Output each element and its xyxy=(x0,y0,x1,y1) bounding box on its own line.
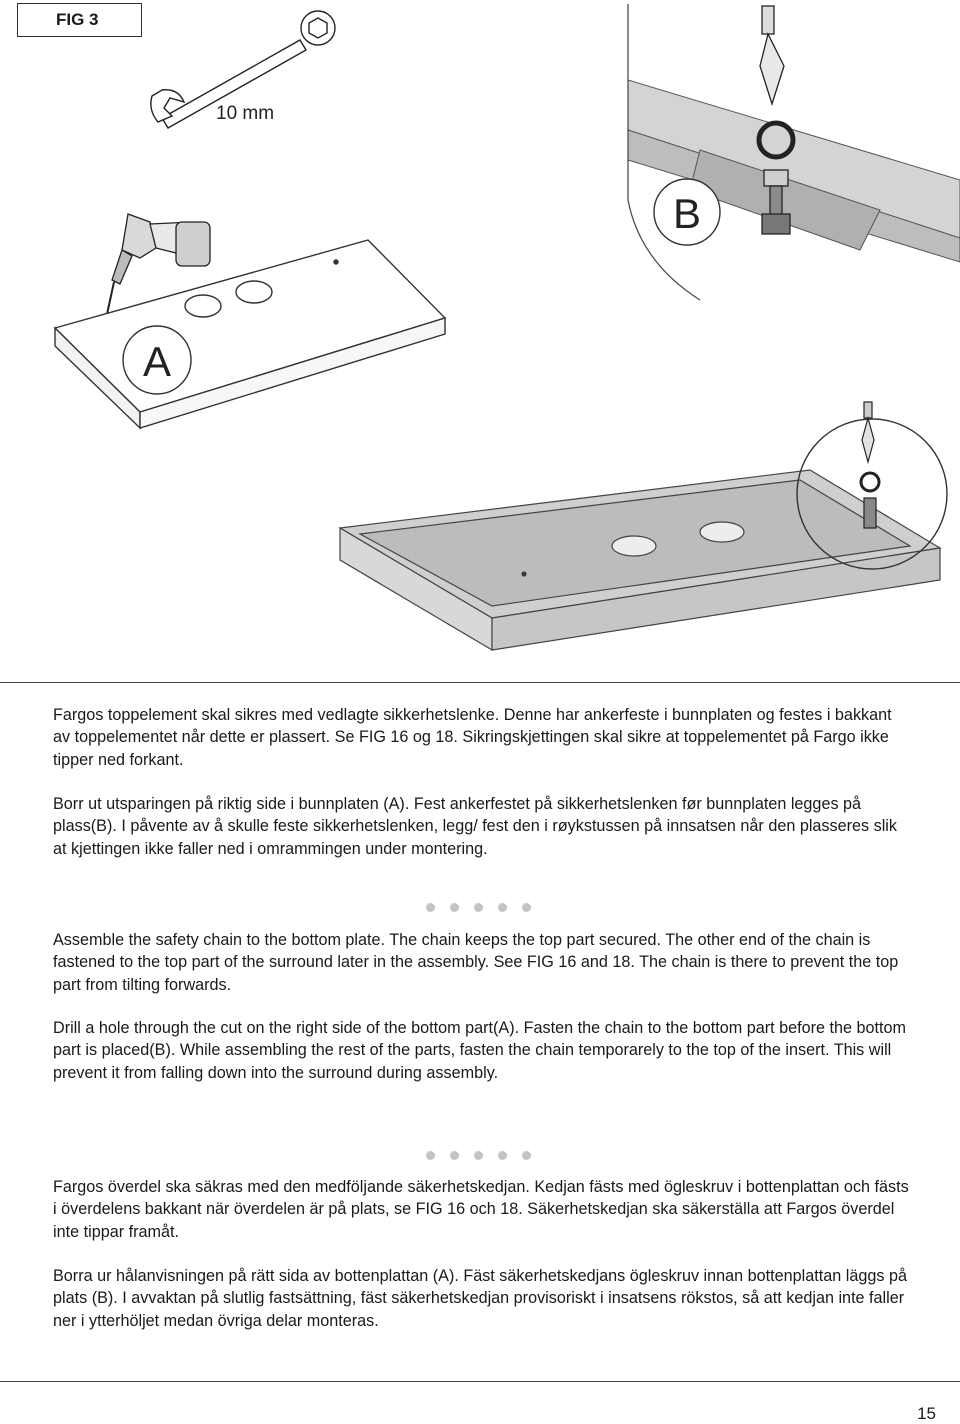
norwegian-paragraph-2: Borr ut utsparingen på riktig side i bunnplaten (A). Fest ankerfestet på sikkerhetslenken før bunnplaten legges på plass(B). I påvente av å skulle feste sikkerhetslenken, legg/ fest den i røykstussen på innsatsen når den plasseres slik at kjettingen ikke faller ned i omrammingen under montering. xyxy=(53,795,897,858)
bottom-plate-a xyxy=(55,240,445,428)
callout-b xyxy=(654,179,720,245)
swedish-paragraph-2: Borra ur hålanvisningen på rätt sida av bottenplattan (A). Fäst säkerhetskedjans ögleskruv innan bottenplattan läggs på plats (B). I avvaktan på slutlig fastsättning, fäst säkerhetskedjan provisoriskt i insatsens rökstos, så att kedjan inte faller ner i ytterhöljet medan övriga delar monteras. xyxy=(53,1267,907,1330)
detail-b xyxy=(628,4,960,300)
assembly-illustration xyxy=(0,0,960,680)
chain-icon xyxy=(861,402,879,528)
section-separator xyxy=(426,1151,536,1163)
divider-bottom xyxy=(0,1381,960,1382)
section-separator xyxy=(426,903,536,915)
wrench-size-label: 10 mm xyxy=(216,103,275,124)
bottom-tray xyxy=(340,470,940,650)
norwegian-paragraph-1: Fargos toppelement skal sikres med vedlagte sikkerhetslenke. Denne har ankerfeste i bunnplaten og festes i bakkant av toppelementet når dette er plassert. Se FIG 16 og 18. Sikringskjettingen skal sikre at toppelementet på Fargo ikke tipper ned forkant. xyxy=(53,706,892,769)
page-number: 15 xyxy=(917,1404,936,1423)
figure-label: FIG 3 xyxy=(17,3,142,37)
divider-top xyxy=(0,682,960,683)
english-paragraph-1: Assemble the safety chain to the bottom plate. The chain keeps the top part secured. The other end of the chain is fastened to the top part of the surround later in the assembly. See FIG 16 and 18. The chain is there to prevent the top part from tilting forwards. xyxy=(53,931,899,994)
svg-text:A: A xyxy=(142,338,172,385)
swedish-paragraph-1: Fargos överdel ska säkras med den medföljande säkerhetskedjan. Kedjan fästs med ögleskruv i bottenplattan och fästs i överdelens bakkant när överdelen är på plats, se FIG 16 och 18. Säkerhetskedjan ska säkerställa att Fargos överdel inte tippar framåt. xyxy=(53,1178,909,1241)
callout-a xyxy=(123,326,191,394)
svg-text:B: B xyxy=(672,190,702,237)
english-paragraph-2: Drill a hole through the cut on the right side of the bottom part(A). Fasten the chain to the bottom part before the bottom part is placed(B). While assembling the rest of the parts, fasten the chain temporarely to the top of the insert. This will prevent it from falling down into the surround during assembly. xyxy=(53,1019,907,1082)
